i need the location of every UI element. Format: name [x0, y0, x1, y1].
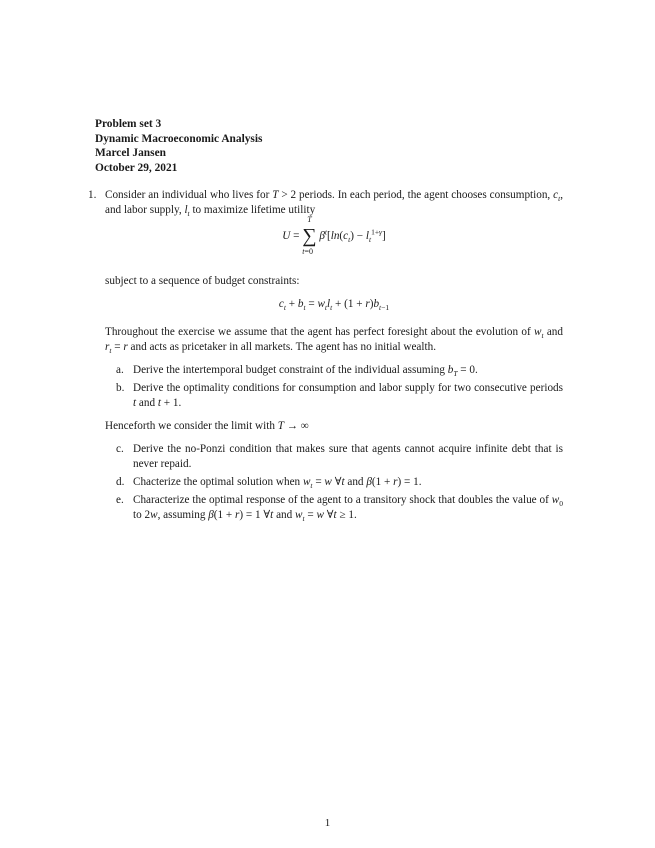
part-label: d. [116, 476, 125, 488]
course-name: Dynamic Macroeconomic Analysis [95, 132, 263, 145]
author-name: Marcel Jansen [95, 147, 166, 159]
problem-number: 1. [88, 189, 97, 201]
part-e: e. Characterize the optimal response of the agent to a transitory shock that doubles the value of $w_0$ to 2w, assuming β(1 + r) = 1 ∀t and $w_t = w$ ∀t ≥ 1. [116, 494, 563, 524]
part-label: e. [116, 494, 124, 506]
problem-intro: Consider an individual who lives for T > 2 periods. In each period, the agent chooses consumption, $c_t$, and labor supply, $l_t$ to maximize lifetime utility [105, 189, 563, 219]
part-label: c. [116, 443, 124, 455]
document-header [95, 117, 262, 175]
constraint-intro: subject to a sequence of budget constraints: [105, 275, 300, 287]
problem-1 [88, 188, 563, 531]
document-date: October 29, 2021 [95, 161, 178, 174]
part-label: b. [116, 382, 125, 394]
parts-list-1 [105, 363, 563, 411]
problem-set-title: Problem set 3 [95, 118, 162, 130]
budget-constraint-equation: $c_t + b_t = w_tl_t + (1 + r)b_{t-1}$ [278, 298, 390, 313]
part-c-text: Derive the no-Ponzi condition that makes sure that agents cannot acquire infinite debt that is never repaid. [133, 443, 563, 470]
utility-equation: U = T ∑ t=0 $\beta^t[\ln(c_t) - l_t^{1+\gamma}]$ [282, 215, 386, 256]
limit-paragraph: Henceforth we consider the limit with T → ∞ [105, 420, 309, 432]
parts-list-2 [105, 442, 563, 523]
part-c [105, 442, 563, 472]
part-b: b. Derive the optimality conditions for consumption and labor supply for two consecutive periods t and t + 1. [116, 382, 563, 409]
part-label: a. [116, 364, 124, 376]
part-d: d. Chacterize the optimal solution when $w_t = w$ ∀t and β(1 + r) = 1. [116, 476, 422, 491]
page-number: 1 [324, 817, 331, 829]
part-a: a. Derive the intertemporal budget constraint of the individual assuming $b_T = 0$. [116, 364, 478, 379]
assumption-paragraph: Throughout the exercise we assume that the agent has perfect foresight about the evolution of $w_t$ and $r_t = r$ and acts as pricetaker in all markets. The agent has no initial wealth. [105, 326, 563, 356]
